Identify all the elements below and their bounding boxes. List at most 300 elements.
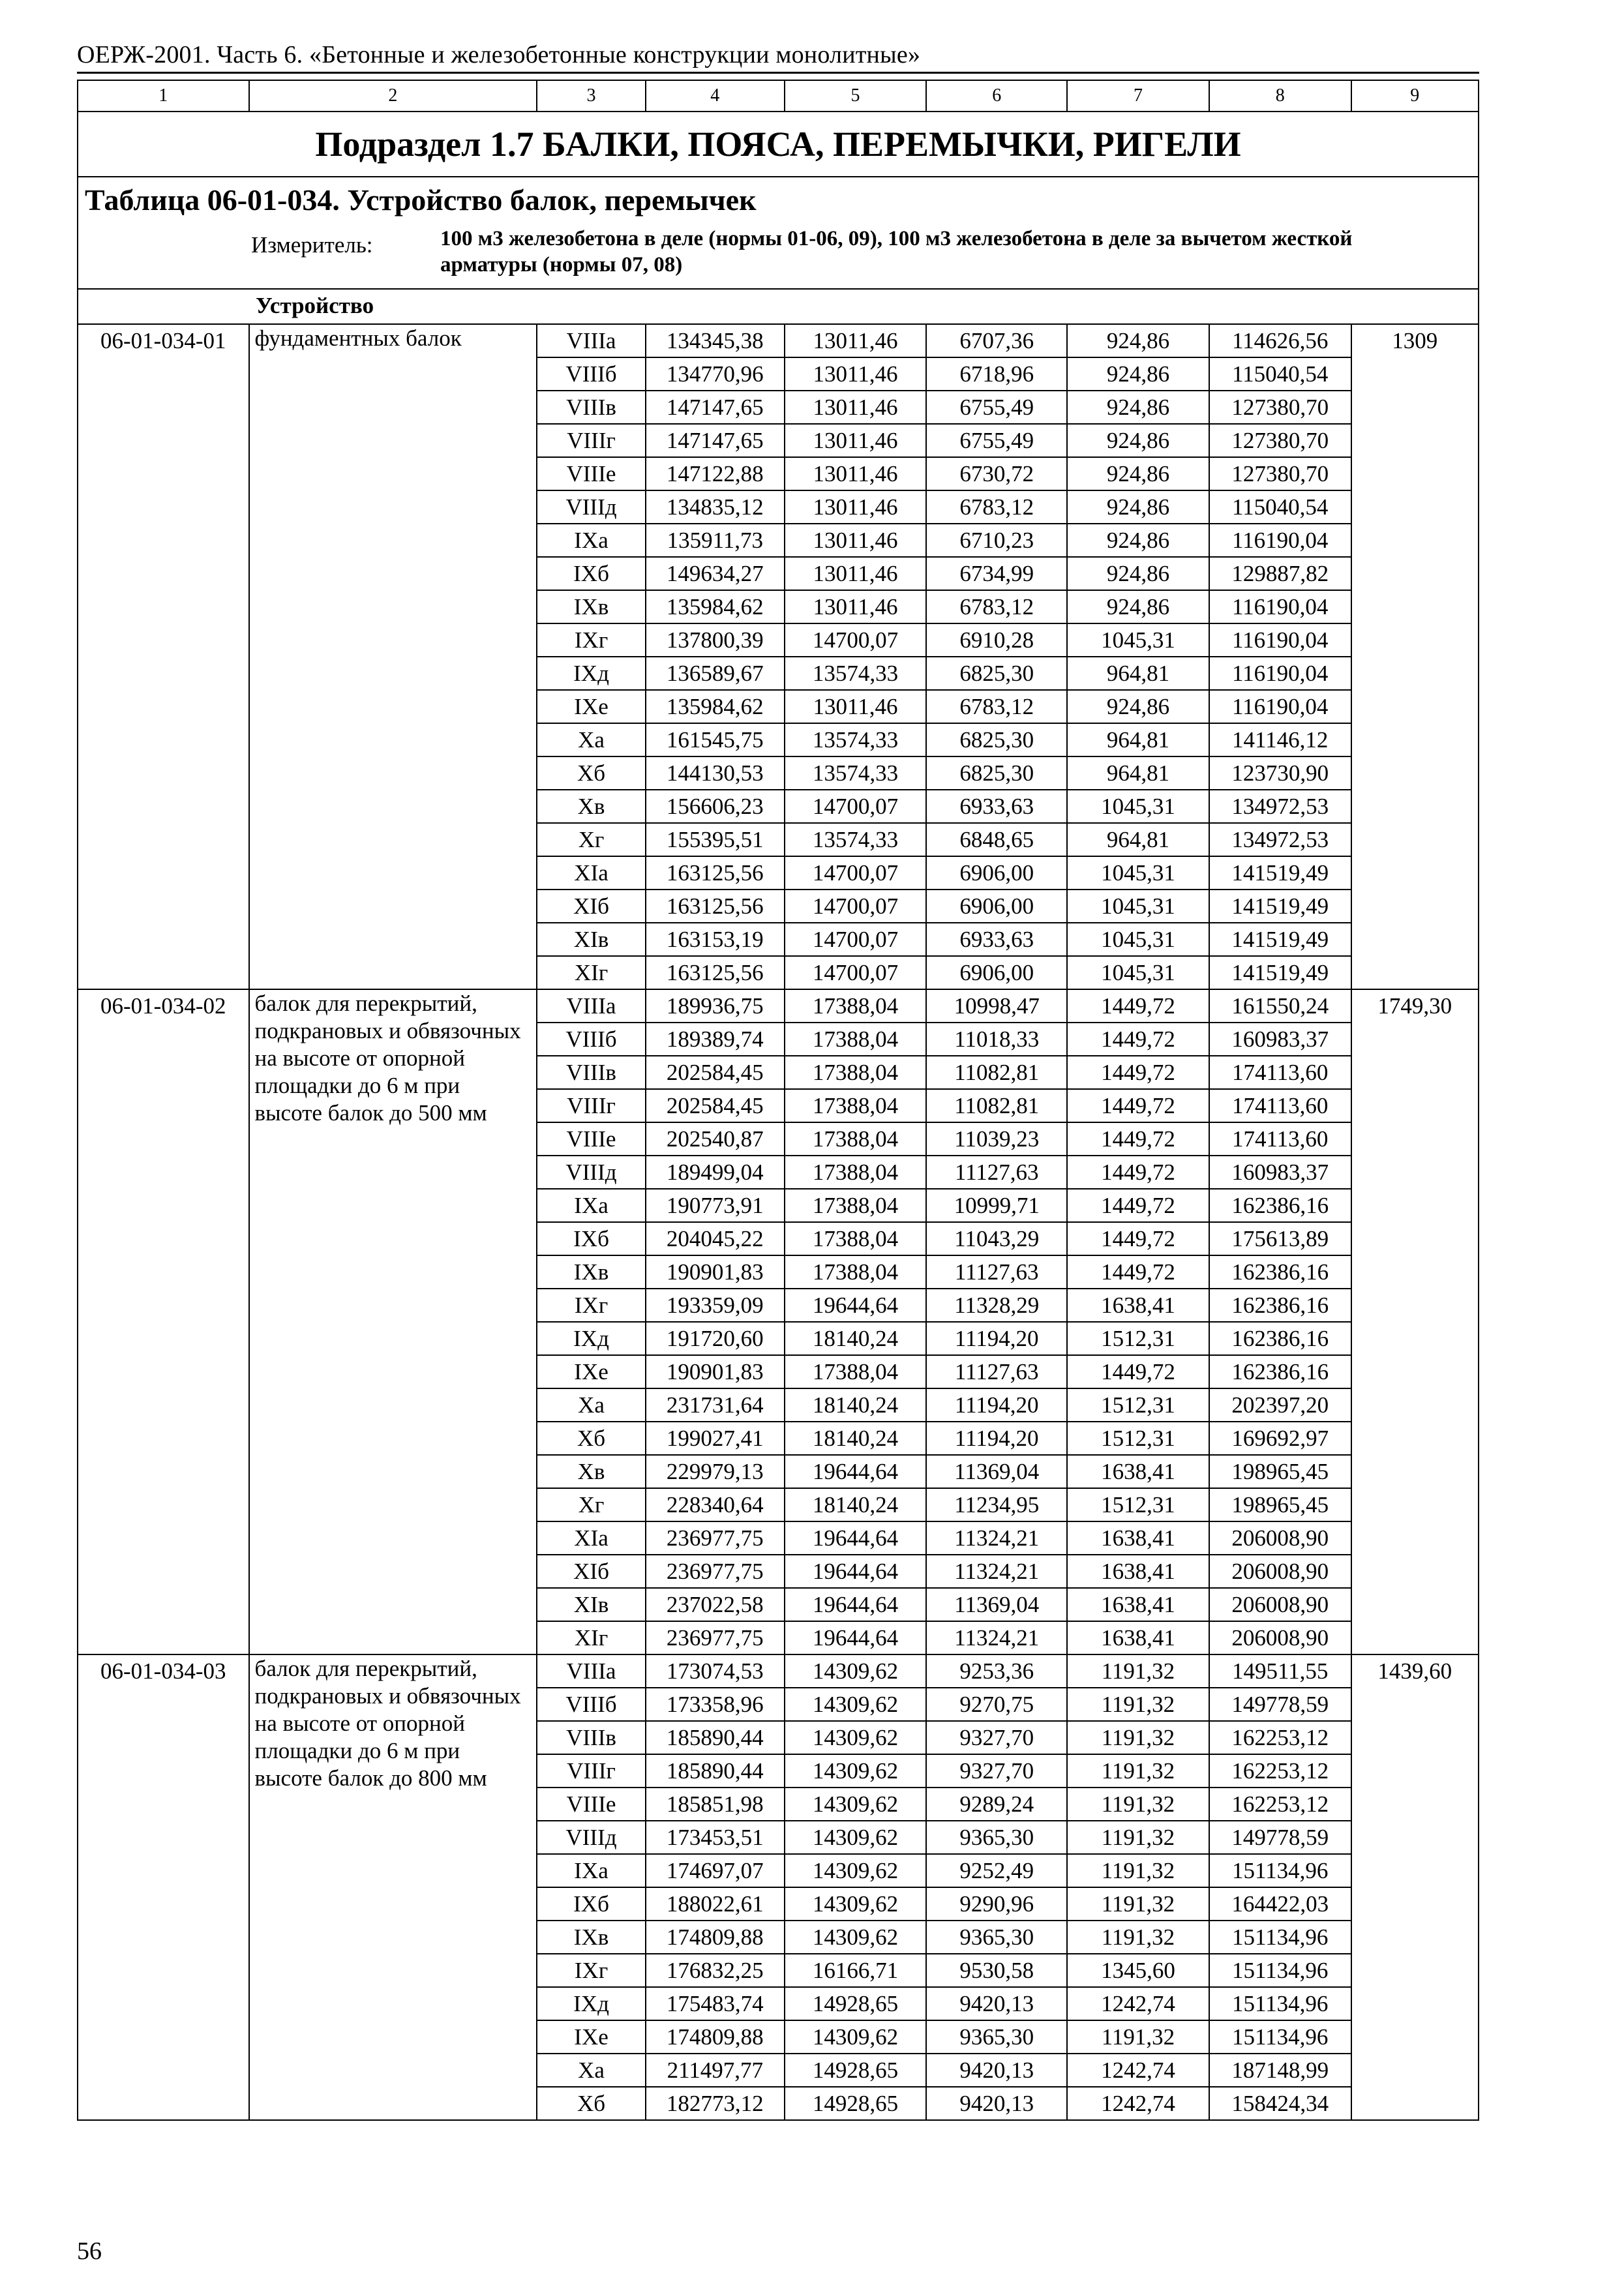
- materials-cost: 116190,04: [1209, 590, 1351, 623]
- table-row: [78, 1654, 1479, 1688]
- total-cost: 174809,88: [646, 2020, 785, 2054]
- materials-cost: 169692,97: [1209, 1422, 1351, 1455]
- machinist-wage: 1638,41: [1067, 1521, 1209, 1555]
- machinist-wage: 1449,72: [1067, 1189, 1209, 1222]
- labor-cost: 17388,04: [785, 1089, 927, 1122]
- machine-cost: 6906,00: [926, 890, 1067, 923]
- zone-code: XIб: [537, 1555, 646, 1588]
- labor-cost: 13574,33: [785, 657, 927, 690]
- zone-code: IXа: [537, 1189, 646, 1222]
- zone-code: VIIIд: [537, 1821, 646, 1854]
- zone-code: IXд: [537, 1987, 646, 2020]
- total-cost: 163125,56: [646, 890, 785, 923]
- total-cost: 228340,64: [646, 1488, 785, 1521]
- zone-code: VIIIг: [537, 1089, 646, 1122]
- zone-code: IXа: [537, 1854, 646, 1887]
- materials-cost: 206008,90: [1209, 1588, 1351, 1621]
- machine-cost: 11194,20: [926, 1422, 1067, 1455]
- total-cost: 163125,56: [646, 856, 785, 890]
- machine-cost: 6848,65: [926, 823, 1067, 856]
- materials-cost: 116190,04: [1209, 623, 1351, 657]
- machine-cost: 6710,23: [926, 524, 1067, 557]
- labor-cost: 14309,62: [785, 1887, 927, 1921]
- materials-cost: 141146,12: [1209, 723, 1351, 756]
- labor-cost: 19644,64: [785, 1555, 927, 1588]
- materials-cost: 160983,37: [1209, 1023, 1351, 1056]
- total-cost: 229979,13: [646, 1455, 785, 1488]
- zone-code: XIа: [537, 856, 646, 890]
- machinist-wage: 1449,72: [1067, 1122, 1209, 1156]
- machinist-wage: 964,81: [1067, 723, 1209, 756]
- total-cost: 193359,09: [646, 1289, 785, 1322]
- machine-cost: 6825,30: [926, 723, 1067, 756]
- materials-cost: 151134,96: [1209, 1987, 1351, 2020]
- total-cost: 149634,27: [646, 557, 785, 590]
- work-name: балок для перекрытий, подкрановых и обвязочных на высоте от опорной площадки до 6 м при высоте балок до 800 мм: [249, 1654, 537, 2120]
- materials-cost: 198965,45: [1209, 1488, 1351, 1521]
- page-header: ОЕРЖ-2001. Часть 6. «Бетонные и железобетонные конструкции монолитные»: [77, 41, 921, 68]
- total-cost: 173074,53: [646, 1654, 785, 1688]
- machine-cost: 9365,30: [926, 1821, 1067, 1854]
- total-cost: 175483,74: [646, 1987, 785, 2020]
- total-cost: 147147,65: [646, 424, 785, 457]
- total-cost: 189389,74: [646, 1023, 785, 1056]
- total-cost: 134835,12: [646, 490, 785, 524]
- machinist-wage: 1242,74: [1067, 1987, 1209, 2020]
- total-cost: 174697,07: [646, 1854, 785, 1887]
- machine-cost: 11039,23: [926, 1122, 1067, 1156]
- work-label-row: [78, 289, 1479, 324]
- machine-cost: 6906,00: [926, 856, 1067, 890]
- zone-code: VIIIг: [537, 1754, 646, 1788]
- materials-cost: 206008,90: [1209, 1521, 1351, 1555]
- materials-cost: 162386,16: [1209, 1289, 1351, 1322]
- zone-code: XIв: [537, 1588, 646, 1621]
- total-cost: 231731,64: [646, 1388, 785, 1422]
- materials-cost: 141519,49: [1209, 856, 1351, 890]
- materials-cost: 162386,16: [1209, 1189, 1351, 1222]
- zone-code: IXе: [537, 1355, 646, 1388]
- machinist-wage: 924,86: [1067, 457, 1209, 490]
- machinist-wage: 1242,74: [1067, 2087, 1209, 2120]
- zone-code: XIб: [537, 890, 646, 923]
- machinist-wage: 1045,31: [1067, 790, 1209, 823]
- labor-cost: 14700,07: [785, 856, 927, 890]
- machine-cost: 11018,33: [926, 1023, 1067, 1056]
- machine-cost: 6718,96: [926, 357, 1067, 391]
- materials-cost: 123730,90: [1209, 756, 1351, 790]
- table-row: [78, 324, 1479, 357]
- machine-cost: 6906,00: [926, 956, 1067, 989]
- zone-code: IXв: [537, 1255, 646, 1289]
- materials-cost: 206008,90: [1209, 1621, 1351, 1654]
- zone-code: IXб: [537, 1222, 646, 1255]
- materials-cost: 162386,16: [1209, 1322, 1351, 1355]
- machine-cost: 6933,63: [926, 790, 1067, 823]
- materials-cost: 174113,60: [1209, 1089, 1351, 1122]
- labor-cost: 17388,04: [785, 1355, 927, 1388]
- labor-cost: 14309,62: [785, 2020, 927, 2054]
- machinist-wage: 1045,31: [1067, 856, 1209, 890]
- machinist-wage: 924,86: [1067, 524, 1209, 557]
- machinist-wage: 1449,72: [1067, 1089, 1209, 1122]
- machine-cost: 6734,99: [926, 557, 1067, 590]
- labor-cost: 19644,64: [785, 1588, 927, 1621]
- materials-cost: 115040,54: [1209, 357, 1351, 391]
- machinist-wage: 1191,32: [1067, 1821, 1209, 1854]
- labor-cost: 14700,07: [785, 956, 927, 989]
- machinist-wage: 1449,72: [1067, 989, 1209, 1023]
- materials-cost: 116190,04: [1209, 524, 1351, 557]
- machinist-wage: 1191,32: [1067, 1921, 1209, 1954]
- labor-cost: 19644,64: [785, 1455, 927, 1488]
- materials-cost: 162386,16: [1209, 1355, 1351, 1388]
- labor-cost: 13011,46: [785, 557, 927, 590]
- zone-code: Xа: [537, 1388, 646, 1422]
- total-cost: 189499,04: [646, 1156, 785, 1189]
- materials-cost: 187148,99: [1209, 2054, 1351, 2087]
- meter-text: 100 м3 железобетона в деле (нормы 01-06, 09), 100 м3 железобетона в деле за вычетом жесткой арматуры (нормы 07, 08): [440, 227, 1353, 277]
- machinist-wage: 1512,31: [1067, 1488, 1209, 1521]
- total-cost: 190773,91: [646, 1189, 785, 1222]
- machinist-wage: 1191,32: [1067, 1654, 1209, 1688]
- materials-cost: 162386,16: [1209, 1255, 1351, 1289]
- zone-code: Xг: [537, 823, 646, 856]
- zone-code: VIIIв: [537, 1721, 646, 1754]
- machinist-wage: 924,86: [1067, 391, 1209, 424]
- meter-row: [85, 222, 1471, 282]
- machinist-wage: 1191,32: [1067, 1854, 1209, 1887]
- subsection-title: Подраздел 1.7 БАЛКИ, ПОЯСА, ПЕРЕМЫЧКИ, РИГЕЛИ: [78, 112, 1479, 177]
- machine-cost: 6783,12: [926, 490, 1067, 524]
- materials-cost: 127380,70: [1209, 457, 1351, 490]
- page-number: 56: [77, 2237, 102, 2265]
- machinist-wage: 924,86: [1067, 690, 1209, 723]
- materials-cost: 198965,45: [1209, 1455, 1351, 1488]
- labor-cost: 17388,04: [785, 1023, 927, 1056]
- machine-cost: 11194,20: [926, 1388, 1067, 1422]
- zone-code: IXг: [537, 1954, 646, 1987]
- total-cost: 202584,45: [646, 1056, 785, 1089]
- labor-cost: 13011,46: [785, 457, 927, 490]
- labor-cost: 13011,46: [785, 524, 927, 557]
- machine-cost: 11194,20: [926, 1322, 1067, 1355]
- materials-cost: 164422,03: [1209, 1887, 1351, 1921]
- table-row: [78, 989, 1479, 1023]
- machinist-wage: 964,81: [1067, 657, 1209, 690]
- machine-cost: 9365,30: [926, 1921, 1067, 1954]
- machinist-wage: 964,81: [1067, 756, 1209, 790]
- total-cost: 147147,65: [646, 391, 785, 424]
- materials-cost: 206008,90: [1209, 1555, 1351, 1588]
- materials-cost: 141519,49: [1209, 956, 1351, 989]
- zone-code: Xа: [537, 2054, 646, 2087]
- total-cost: 176832,25: [646, 1954, 785, 1987]
- labor-cost: 14309,62: [785, 1721, 927, 1754]
- labor-cost: 17388,04: [785, 1156, 927, 1189]
- zone-code: VIIIе: [537, 457, 646, 490]
- machinist-wage: 1449,72: [1067, 1255, 1209, 1289]
- work-name: балок для перекрытий, подкрановых и обвязочных на высоте от опорной площадки до 6 м при высоте балок до 500 мм: [249, 989, 537, 1654]
- labor-cost: 17388,04: [785, 1056, 927, 1089]
- column-number: 4: [646, 80, 785, 112]
- machinist-wage: 1191,32: [1067, 1754, 1209, 1788]
- machine-cost: 11043,29: [926, 1222, 1067, 1255]
- subsection-title-row: [78, 112, 1479, 177]
- total-cost: 135984,62: [646, 590, 785, 623]
- work-name: фундаментных балок: [249, 324, 537, 989]
- machine-cost: 9252,49: [926, 1854, 1067, 1887]
- zone-code: Xг: [537, 1488, 646, 1521]
- labor-hours: 1309: [1351, 324, 1479, 989]
- machine-cost: 6730,72: [926, 457, 1067, 490]
- machine-cost: 11324,21: [926, 1555, 1067, 1588]
- total-cost: 188022,61: [646, 1887, 785, 1921]
- labor-cost: 19644,64: [785, 1621, 927, 1654]
- materials-cost: 134972,53: [1209, 823, 1351, 856]
- column-number: 7: [1067, 80, 1209, 112]
- zone-code: XIг: [537, 1621, 646, 1654]
- zone-code: IXа: [537, 524, 646, 557]
- zone-code: IXб: [537, 557, 646, 590]
- labor-cost: 14309,62: [785, 1921, 927, 1954]
- labor-cost: 19644,64: [785, 1521, 927, 1555]
- materials-cost: 162253,12: [1209, 1788, 1351, 1821]
- materials-cost: 158424,34: [1209, 2087, 1351, 2120]
- materials-cost: 129887,82: [1209, 557, 1351, 590]
- labor-cost: 14700,07: [785, 790, 927, 823]
- total-cost: 189936,75: [646, 989, 785, 1023]
- machine-cost: 9420,13: [926, 1987, 1067, 2020]
- materials-cost: 149778,59: [1209, 1821, 1351, 1854]
- machinist-wage: 1512,31: [1067, 1388, 1209, 1422]
- total-cost: 173358,96: [646, 1688, 785, 1721]
- total-cost: 147122,88: [646, 457, 785, 490]
- labor-cost: 14309,62: [785, 1821, 927, 1854]
- labor-cost: 13011,46: [785, 690, 927, 723]
- labor-cost: 18140,24: [785, 1322, 927, 1355]
- materials-cost: 116190,04: [1209, 657, 1351, 690]
- machinist-wage: 964,81: [1067, 823, 1209, 856]
- total-cost: 185890,44: [646, 1754, 785, 1788]
- zone-code: IXд: [537, 657, 646, 690]
- machinist-wage: 924,86: [1067, 324, 1209, 357]
- total-cost: 236977,75: [646, 1521, 785, 1555]
- machinist-wage: 1191,32: [1067, 1788, 1209, 1821]
- total-cost: 191720,60: [646, 1322, 785, 1355]
- total-cost: 144130,53: [646, 756, 785, 790]
- zone-code: VIIIд: [537, 490, 646, 524]
- total-cost: 136589,67: [646, 657, 785, 690]
- machinist-wage: 1045,31: [1067, 923, 1209, 956]
- zone-code: VIIIд: [537, 1156, 646, 1189]
- zone-code: VIIIа: [537, 324, 646, 357]
- total-cost: 236977,75: [646, 1555, 785, 1588]
- labor-cost: 14309,62: [785, 1854, 927, 1887]
- zone-code: Xв: [537, 1455, 646, 1488]
- zone-code: XIв: [537, 923, 646, 956]
- zone-code: VIIIе: [537, 1122, 646, 1156]
- labor-cost: 13011,46: [785, 357, 927, 391]
- machinist-wage: 1638,41: [1067, 1588, 1209, 1621]
- labor-cost: 13011,46: [785, 490, 927, 524]
- labor-hours: 1749,30: [1351, 989, 1479, 1654]
- machinist-wage: 1638,41: [1067, 1289, 1209, 1322]
- machinist-wage: 1191,32: [1067, 2020, 1209, 2054]
- machine-cost: 9270,75: [926, 1688, 1067, 1721]
- zone-code: Xб: [537, 756, 646, 790]
- machinist-wage: 1045,31: [1067, 956, 1209, 989]
- machine-cost: 9253,36: [926, 1654, 1067, 1688]
- materials-cost: 116190,04: [1209, 690, 1351, 723]
- work-label: Устройство: [256, 293, 374, 318]
- labor-cost: 14309,62: [785, 1654, 927, 1688]
- labor-cost: 13011,46: [785, 590, 927, 623]
- zone-code: VIIIа: [537, 989, 646, 1023]
- total-cost: 202540,87: [646, 1122, 785, 1156]
- zone-code: IXб: [537, 1887, 646, 1921]
- total-cost: 211497,77: [646, 2054, 785, 2087]
- total-cost: 134770,96: [646, 357, 785, 391]
- labor-cost: 17388,04: [785, 1122, 927, 1156]
- labor-cost: 18140,24: [785, 1422, 927, 1455]
- materials-cost: 162253,12: [1209, 1721, 1351, 1754]
- column-number: 8: [1209, 80, 1351, 112]
- machine-cost: 9327,70: [926, 1721, 1067, 1754]
- machine-cost: 6933,63: [926, 923, 1067, 956]
- machine-cost: 11369,04: [926, 1455, 1067, 1488]
- machine-cost: 9365,30: [926, 2020, 1067, 2054]
- norm-code: 06-01-034-02: [78, 989, 249, 1654]
- machine-cost: 6825,30: [926, 756, 1067, 790]
- zone-code: Xб: [537, 1422, 646, 1455]
- machinist-wage: 1449,72: [1067, 1056, 1209, 1089]
- table-caption-row: [78, 177, 1479, 289]
- column-number: 9: [1351, 80, 1479, 112]
- column-number: 2: [249, 80, 537, 112]
- machinist-wage: 1045,31: [1067, 890, 1209, 923]
- labor-cost: 17388,04: [785, 1255, 927, 1289]
- zone-code: XIа: [537, 1521, 646, 1555]
- machine-cost: 11369,04: [926, 1588, 1067, 1621]
- labor-cost: 14928,65: [785, 2054, 927, 2087]
- total-cost: 190901,83: [646, 1355, 785, 1388]
- zone-code: VIIIв: [537, 391, 646, 424]
- total-cost: 185851,98: [646, 1788, 785, 1821]
- machinist-wage: 1449,72: [1067, 1355, 1209, 1388]
- machine-cost: 9290,96: [926, 1887, 1067, 1921]
- materials-cost: 151134,96: [1209, 1854, 1351, 1887]
- zone-code: IXв: [537, 1921, 646, 1954]
- materials-cost: 134972,53: [1209, 790, 1351, 823]
- machine-cost: 9420,13: [926, 2087, 1067, 2120]
- materials-cost: 162253,12: [1209, 1754, 1351, 1788]
- machinist-wage: 1638,41: [1067, 1455, 1209, 1488]
- machine-cost: 11127,63: [926, 1255, 1067, 1289]
- column-number-row: [78, 80, 1479, 112]
- zone-code: IXе: [537, 690, 646, 723]
- machine-cost: 6755,49: [926, 391, 1067, 424]
- labor-cost: 14700,07: [785, 623, 927, 657]
- labor-cost: 14700,07: [785, 923, 927, 956]
- machine-cost: 11082,81: [926, 1056, 1067, 1089]
- total-cost: 185890,44: [646, 1721, 785, 1754]
- machine-cost: 6825,30: [926, 657, 1067, 690]
- machinist-wage: 924,86: [1067, 490, 1209, 524]
- machinist-wage: 1449,72: [1067, 1222, 1209, 1255]
- materials-cost: 115040,54: [1209, 490, 1351, 524]
- zone-code: XIг: [537, 956, 646, 989]
- materials-cost: 149511,55: [1209, 1654, 1351, 1688]
- labor-cost: 13011,46: [785, 391, 927, 424]
- total-cost: 161545,75: [646, 723, 785, 756]
- zone-code: IXд: [537, 1322, 646, 1355]
- labor-cost: 16166,71: [785, 1954, 927, 1987]
- labor-cost: 13574,33: [785, 756, 927, 790]
- machinist-wage: 1512,31: [1067, 1422, 1209, 1455]
- machine-cost: 9530,58: [926, 1954, 1067, 1987]
- column-number: 1: [78, 80, 249, 112]
- machinist-wage: 1638,41: [1067, 1555, 1209, 1588]
- materials-cost: 174113,60: [1209, 1056, 1351, 1089]
- meter-label: Измеритель:: [251, 232, 373, 258]
- labor-cost: 18140,24: [785, 1488, 927, 1521]
- zone-code: IXв: [537, 590, 646, 623]
- total-cost: 135984,62: [646, 690, 785, 723]
- machine-cost: 10998,47: [926, 989, 1067, 1023]
- machine-cost: 6910,28: [926, 623, 1067, 657]
- total-cost: 155395,51: [646, 823, 785, 856]
- zone-code: VIIIв: [537, 1056, 646, 1089]
- materials-cost: 127380,70: [1209, 391, 1351, 424]
- zone-code: IXе: [537, 2020, 646, 2054]
- machinist-wage: 1191,32: [1067, 1721, 1209, 1754]
- machinist-wage: 1191,32: [1067, 1887, 1209, 1921]
- machine-cost: 11127,63: [926, 1355, 1067, 1388]
- total-cost: 190901,83: [646, 1255, 785, 1289]
- zone-code: VIIIа: [537, 1654, 646, 1688]
- machine-cost: 11234,95: [926, 1488, 1067, 1521]
- labor-cost: 18140,24: [785, 1388, 927, 1422]
- labor-cost: 13011,46: [785, 324, 927, 357]
- machinist-wage: 924,86: [1067, 357, 1209, 391]
- machinist-wage: 1191,32: [1067, 1688, 1209, 1721]
- materials-cost: 151134,96: [1209, 1954, 1351, 1987]
- machine-cost: 11324,21: [926, 1621, 1067, 1654]
- machine-cost: 11328,29: [926, 1289, 1067, 1322]
- total-cost: 163125,56: [646, 956, 785, 989]
- machinist-wage: 1045,31: [1067, 623, 1209, 657]
- machinist-wage: 1242,74: [1067, 2054, 1209, 2087]
- norm-code: 06-01-034-01: [78, 324, 249, 989]
- machine-cost: 9327,70: [926, 1754, 1067, 1788]
- materials-cost: 141519,49: [1209, 890, 1351, 923]
- norms-table: [77, 80, 1479, 2121]
- machine-cost: 6783,12: [926, 590, 1067, 623]
- materials-cost: 175613,89: [1209, 1222, 1351, 1255]
- labor-cost: 14309,62: [785, 1688, 927, 1721]
- total-cost: 173453,51: [646, 1821, 785, 1854]
- labor-cost: 17388,04: [785, 1222, 927, 1255]
- labor-cost: 17388,04: [785, 989, 927, 1023]
- total-cost: 237022,58: [646, 1588, 785, 1621]
- materials-cost: 174113,60: [1209, 1122, 1351, 1156]
- machine-cost: 11324,21: [926, 1521, 1067, 1555]
- machine-cost: 9420,13: [926, 2054, 1067, 2087]
- machine-cost: 6783,12: [926, 690, 1067, 723]
- total-cost: 135911,73: [646, 524, 785, 557]
- machine-cost: 9289,24: [926, 1788, 1067, 1821]
